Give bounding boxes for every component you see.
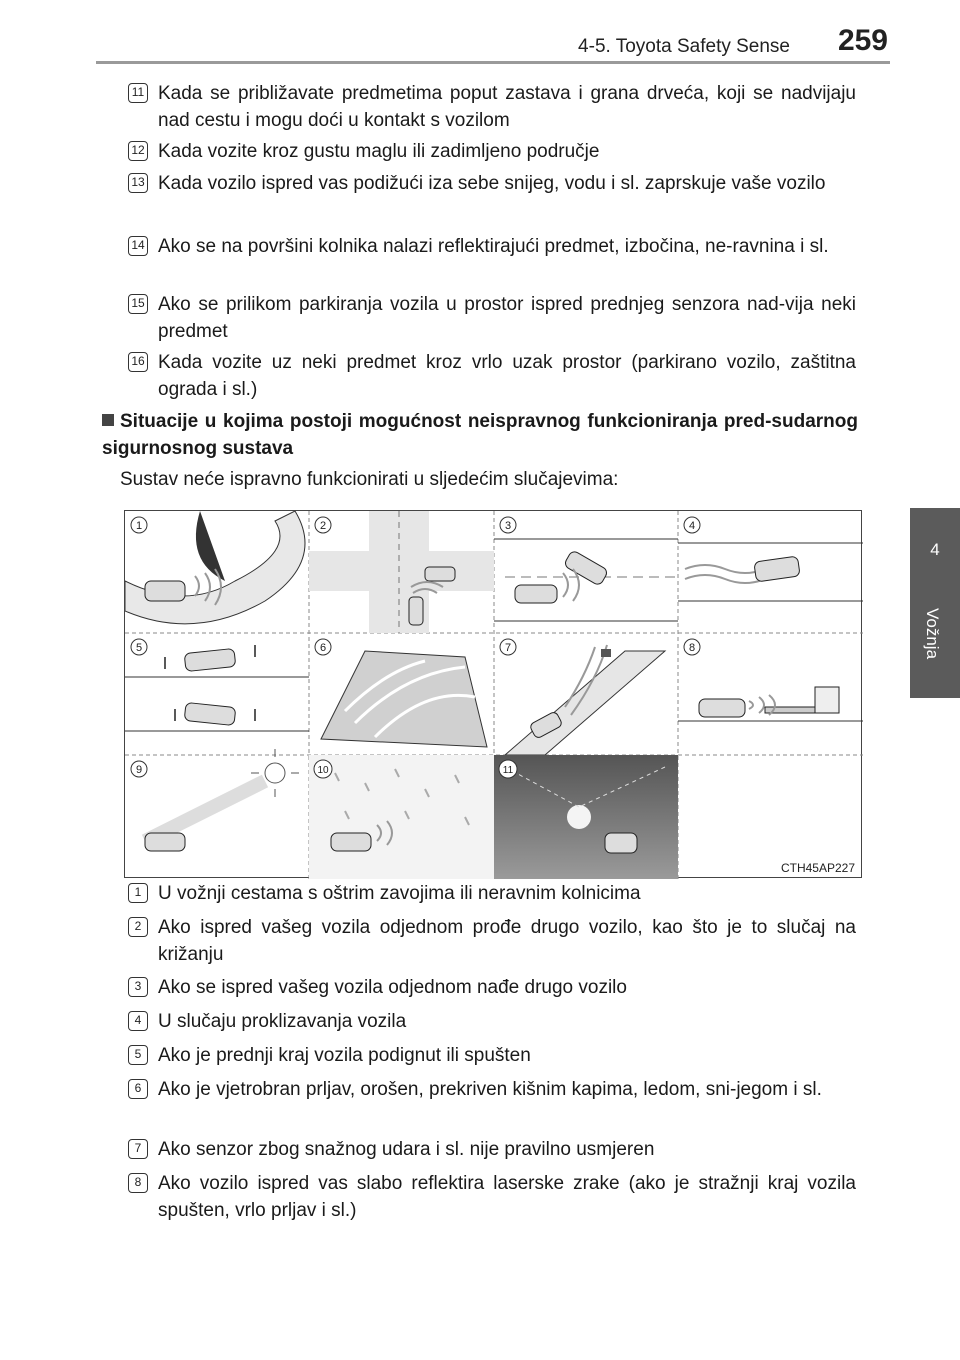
item-number-badge: 12	[128, 141, 148, 161]
item-number-badge: 5	[128, 1045, 148, 1065]
item-text: Ako je vjetrobran prljav, orošen, prekriven kišnim kapima, ledom, sni-jegom i sl.	[158, 1079, 822, 1100]
panel-number: 11	[502, 765, 514, 776]
item-text: Ako senzor zbog snažnog udara i sl. nije pravilno usmjeren	[158, 1139, 655, 1160]
panel-badge	[684, 639, 700, 655]
list-item	[128, 974, 856, 1001]
item-number-badge: 4	[128, 1011, 148, 1031]
list-item	[128, 349, 856, 403]
item-number-badge: 1	[128, 883, 148, 903]
panel-number: 5	[135, 642, 143, 654]
square-bullet-icon	[102, 414, 114, 426]
section-heading	[102, 408, 858, 462]
item-text: Ako je prednji kraj vozila podignut ili spušten	[158, 1045, 531, 1066]
section-heading-text: Situacije u kojima postoji mogućnost neispravnog funkcioniranja pred-sudarnog sigurnosnog sustava	[102, 411, 858, 459]
list-item	[128, 138, 856, 165]
item-number-badge: 13	[128, 173, 148, 193]
item-number-badge: 16	[128, 352, 148, 372]
item-text: Kada vozilo ispred vas podižući iza sebe snijeg, vodu i sl. zaprskuje vaše vozilo	[158, 173, 826, 194]
list-item	[128, 1170, 856, 1224]
panel-badge	[499, 760, 517, 778]
panel-number: 1	[135, 520, 143, 532]
panel-number: 9	[135, 764, 143, 776]
item-text: Ako ispred vašeg vozila odjednom prođe drugo vozilo, kao što je to slučaj na križanju	[158, 917, 856, 965]
list-item	[128, 291, 856, 345]
header-rule	[96, 61, 890, 64]
page-header	[0, 0, 960, 57]
item-number-badge: 11	[128, 83, 148, 103]
item-number-badge: 7	[128, 1139, 148, 1159]
section-title: 4-5. Toyota Safety Sense	[578, 36, 790, 57]
figure-code: CTH45AP227	[780, 861, 855, 875]
illustration-figure	[124, 510, 862, 878]
item-text: Ako se na površini kolnika nalazi reflektirajući predmet, izbočina, ne-ravnina i sl.	[158, 236, 829, 257]
item-text: U vožnji cestama s oštrim zavojima ili neravnim kolnicima	[158, 883, 641, 904]
item-number-badge: 2	[128, 917, 148, 937]
item-number-badge: 15	[128, 294, 148, 314]
list-item	[128, 1076, 856, 1103]
item-text: Ako vozilo ispred vas slabo reflektira laserske zrake (ako je stražnji kraj vozila spušten, vrlo prljav i sl.)	[158, 1173, 856, 1221]
list-item	[128, 233, 856, 260]
list-item	[128, 1136, 856, 1163]
section-intro: Sustav neće ispravno funkcionirati u sljedećim slučajevima:	[120, 469, 619, 490]
chapter-label: Vožnja	[923, 608, 942, 660]
item-number-badge: 14	[128, 236, 148, 256]
panel-badge	[131, 517, 147, 533]
item-number-badge: 6	[128, 1079, 148, 1099]
list-item	[128, 914, 856, 968]
item-text: Kada se približavate predmetima poput zastava i grana drveća, koji se nadvijaju nad cestu i mogu doći u kontakt s vozilom	[158, 83, 856, 131]
chapter-number: 4	[930, 540, 940, 559]
panel-badge	[684, 517, 700, 533]
panel-number: 7	[504, 642, 512, 654]
panel-number: 6	[319, 642, 327, 654]
panel-number: 2	[319, 520, 327, 532]
panel-number: 4	[688, 520, 696, 532]
panel-badge	[131, 761, 147, 777]
panel-number: 3	[504, 520, 512, 532]
panel-number: 8	[688, 642, 696, 654]
item-text: Kada vozite kroz gustu maglu ili zadimljeno područje	[158, 141, 600, 162]
panel-number: 10	[317, 765, 329, 776]
item-number-badge: 8	[128, 1173, 148, 1193]
list-item	[128, 880, 856, 907]
item-text: Ako se prilikom parkiranja vozila u prostor ispred prednjeg senzora nad-vija neki predmet	[158, 294, 856, 342]
panel-badge	[500, 639, 516, 655]
list-item	[128, 80, 856, 134]
panel-badge	[315, 517, 331, 533]
list-item	[128, 170, 856, 197]
illustration-grid	[125, 511, 863, 879]
panel-badge	[500, 517, 516, 533]
item-text: U slučaju proklizavanja vozila	[158, 1011, 407, 1032]
panel-badge	[314, 760, 332, 778]
item-number-badge: 3	[128, 977, 148, 997]
panel-badge	[131, 639, 147, 655]
panel-badge	[315, 639, 331, 655]
page-number: 259	[837, 24, 888, 57]
item-text: Ako se ispred vašeg vozila odjednom nađe drugo vozilo	[158, 977, 627, 998]
list-item	[128, 1008, 856, 1035]
item-text: Kada vozite uz neki predmet kroz vrlo uzak prostor (parkirano vozilo, zaštitna ograda i sl.)	[158, 352, 856, 400]
list-item	[128, 1042, 856, 1069]
chapter-tab	[910, 508, 960, 698]
